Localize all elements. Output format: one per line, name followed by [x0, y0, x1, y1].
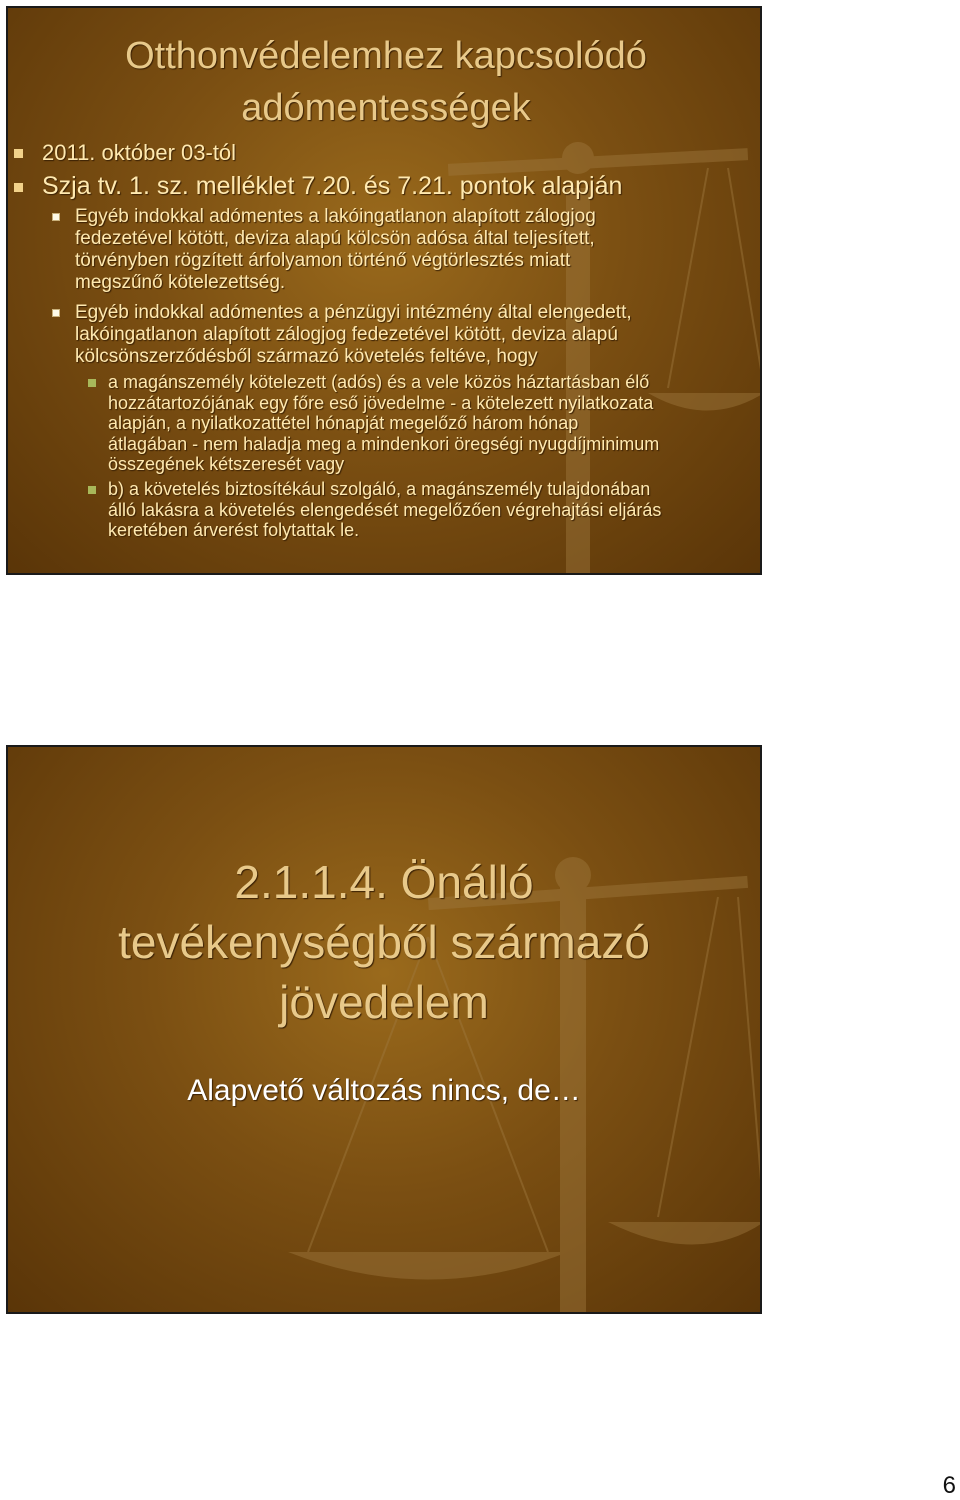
sub-bullet-2-line: kölcsönszerződésből származó követelés feltéve, hogy [75, 346, 538, 367]
sub-sub-bullet-2-line: álló lakásra a követelés elengedését megelőzően végrehajtási eljárás [108, 499, 662, 520]
sub-sub-bullet-2 [108, 479, 764, 541]
sub-sub-bullet-1-line: alapján, a nyilatkozattétel hónapját megelőző három hónap [108, 413, 579, 433]
sub-bullet-1-line: Egyéb indokkal adómentes a lakóingatlanon alapított zálogjog [75, 206, 596, 227]
slide-2-title-line3: jövedelem [279, 976, 489, 1028]
sub-bullet-1-line: fedezetével kötött, deviza alapú kölcsön adósa által teljesített, [75, 228, 595, 249]
sub-sub-bullet-square-icon [88, 379, 96, 387]
sub-sub-bullet-1-line: hozzátartozójának egy főre eső jövedelme - a kötelezett nyilatkozata [108, 392, 654, 413]
sub-sub-bullet-1-line: átlagában - nem haladja meg a mindenkori öregségi nyugdíjminimum [108, 433, 660, 454]
sub-bullet-1-line: törvényben rögzített árfolyamon történő végtörlesztés miatt [75, 250, 571, 271]
slide-1-title [8, 30, 762, 134]
sub-sub-bullet-2-line: keretében árverést folytattak le. [108, 520, 360, 540]
sub-sub-bullet-square-icon [88, 486, 96, 494]
slide-1-title-line2: adómentességek [241, 87, 531, 129]
bullet-law-reference: Szja tv. 1. sz. melléklet 7.20. és 7.21. pontok alapján [42, 172, 623, 200]
sub-bullet-square-icon [52, 213, 60, 221]
slide-2-subtitle: Alapvető változás nincs, de… [187, 1074, 581, 1107]
page-number: 6 [942, 1472, 956, 1499]
sub-sub-bullet-1-line: összegének kétszeresét vagy [108, 454, 345, 474]
sub-bullet-2 [75, 302, 765, 368]
sub-sub-bullet-1 [108, 372, 764, 475]
sub-bullet-2-line: Egyéb indokkal adómentes a pénzügyi intézmény által elengedett, [75, 302, 632, 323]
bullet-square-icon [14, 183, 23, 192]
sub-bullet-2-line: lakóingatlanon alapított zálogjog fedezetével kötött, deviza alapú [75, 324, 618, 345]
sub-sub-bullet-2-line: b) a követelés biztosítékául szolgáló, a magánszemély tulajdonában [108, 479, 651, 499]
slide-2-title-line1: 2.1.1.4. Önálló [234, 856, 534, 908]
sub-bullet-1 [75, 206, 765, 294]
bullet-date: 2011. október 03-tól [42, 140, 237, 165]
bullet-square-icon [14, 149, 23, 158]
slide-2-title [6, 852, 762, 1032]
slide-1-title-line1: Otthonvédelemhez kapcsolódó [125, 35, 647, 77]
sub-bullet-square-icon [52, 309, 60, 317]
sub-bullet-1-line: megszűnő kötelezettség. [75, 272, 286, 293]
sub-sub-bullet-1-line: a magánszemély kötelezett (adós) és a vele közös háztartásban élő [108, 372, 650, 392]
slide-2-title-line2: tevékenységből származó [118, 916, 650, 968]
